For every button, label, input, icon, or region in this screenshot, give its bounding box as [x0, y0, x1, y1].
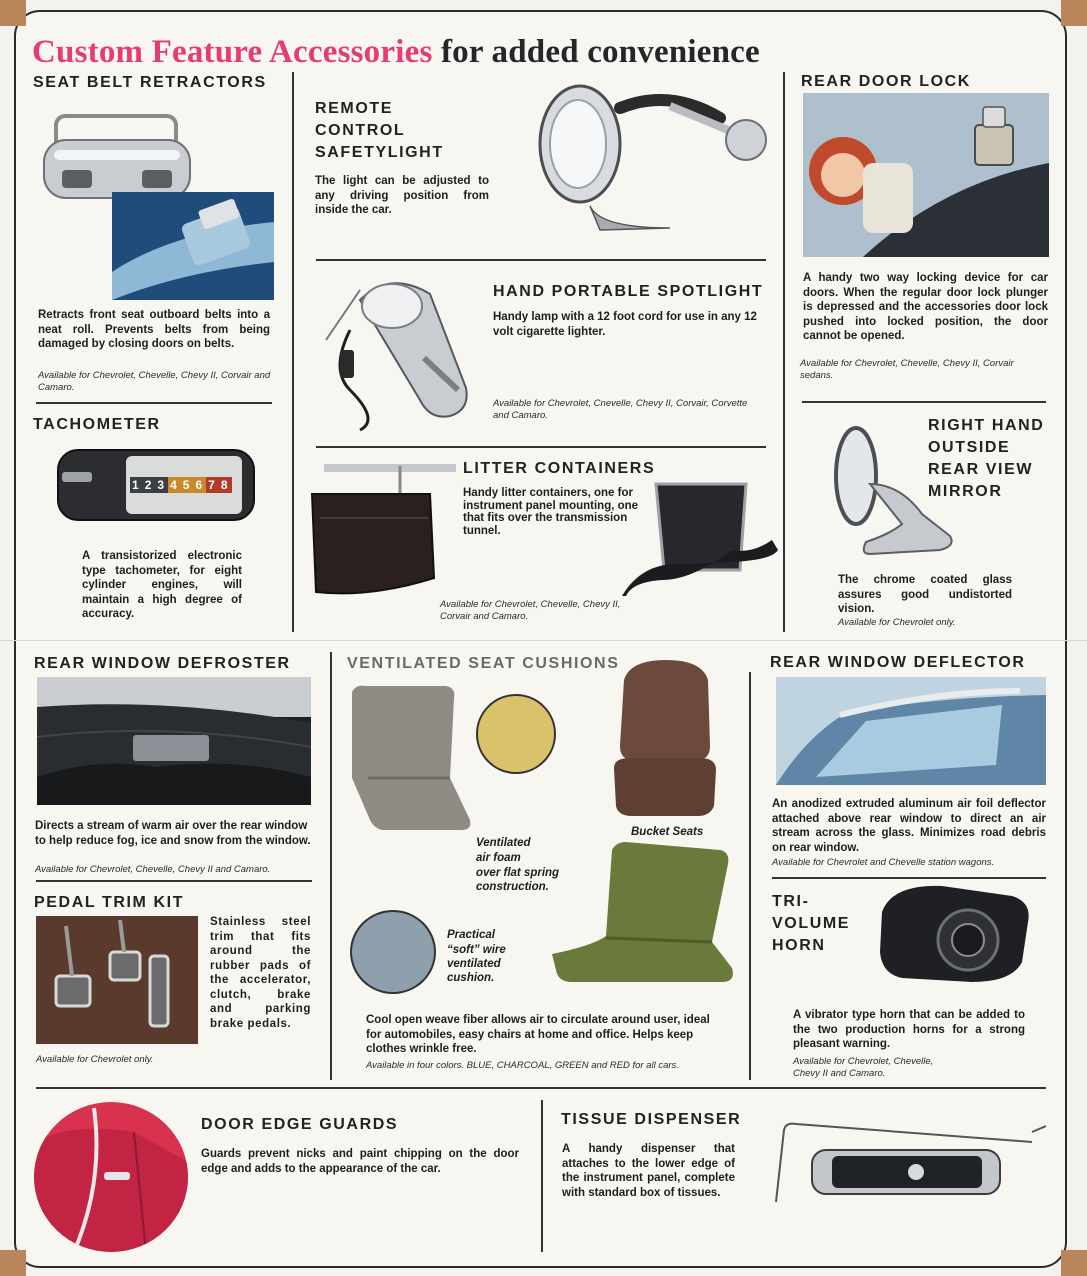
divider-h-deflector [772, 877, 1046, 879]
litter-body: Handy litter containers, one for instrument panel mounting, one that fits over the transmission tunnel. [463, 487, 639, 537]
horn-heading-1: TRI- [772, 893, 810, 910]
cushion-foam-detail-image [476, 694, 556, 774]
litter-bag-image [310, 458, 460, 600]
divider-h-spotlight [316, 446, 766, 448]
caption-foam-3: over flat spring [476, 867, 560, 879]
pedal-body: Stainless steel trim that fits around the rubber pads of the accelerator, clutch, brake and parking brake pedals. [210, 916, 311, 1030]
cushion-wire-detail-image [350, 910, 436, 994]
mirror-heading-2: OUTSIDE [928, 439, 1011, 456]
caption-bucket: Bucket Seats [631, 826, 704, 838]
deflector-availability: Available for Chevrolet and Chevelle station wagons. [772, 857, 995, 868]
rear-door-lock-availability: Available for Chevrolet, Chevelle, Chevy II, Corvair sedans. [800, 358, 1014, 381]
corner-tab-bottom-right [1061, 1250, 1087, 1276]
mirror-heading-1: RIGHT HAND [928, 417, 1045, 434]
caption-wire-1: Practical [447, 929, 495, 941]
caption-foam-2: air foam [476, 852, 521, 864]
deflector-body: An anodized extruded aluminum air foil deflector attached above rear window to direct an air stream across the glass. Minimizes road debris on rear window. [772, 798, 1046, 854]
litter-availability: Available for Chevrolet, Chevelle, Chevy II, Corvair and Camaro. [440, 599, 621, 622]
divider-v-bottom [541, 1100, 543, 1252]
tachometer-num: 4 [170, 478, 179, 492]
defroster-body: Directs a stream of warm air over the rear window to help reduce fog, ice and snow from the window. [35, 820, 311, 847]
divider-h-doorlock [802, 401, 1046, 403]
rear-door-lock-heading: REAR DOOR LOCK [801, 73, 971, 90]
cushion-green-image [552, 842, 736, 986]
horn-availability: Available for Chevrolet, Chevelle, Chevy II and Camaro. [793, 1056, 934, 1079]
tissue-heading: TISSUE DISPENSER [561, 1111, 742, 1128]
tachometer-num: 5 [182, 478, 192, 492]
safetylight-heading-2: CONTROL [315, 122, 406, 139]
spotlight-body: Handy lamp with a 12 foot cord for use in any 12 volt cigarette lighter. [493, 311, 757, 338]
divider-v-top-left [292, 72, 294, 632]
deflector-image [776, 677, 1046, 785]
horn-heading-3: HORN [772, 937, 826, 954]
cushion-gray-image [346, 682, 476, 832]
bucket-seat-image [610, 660, 720, 820]
rear-door-lock-image [803, 93, 1049, 257]
safetylight-heading-3: SAFETYLIGHT [315, 144, 444, 161]
door-edge-heading: DOOR EDGE GUARDS [201, 1116, 399, 1133]
spotlight-image [320, 270, 482, 440]
mirror-heading-4: MIRROR [928, 483, 1003, 500]
title-dark: for added convenience [440, 34, 760, 70]
pedal-heading: PEDAL TRIM KIT [34, 894, 185, 911]
corner-tab-bottom-left [0, 1250, 26, 1276]
safetylight-image [520, 78, 780, 238]
tissue-body: A handy dispenser that attaches to the lower edge of the instrument panel, complete with standard box of tissues. [562, 1143, 735, 1199]
tachometer-numbers [130, 478, 252, 500]
pedal-availability: Available for Chevrolet only. [36, 1054, 154, 1065]
caption-wire-2: “soft” wire [447, 944, 506, 956]
seat-belt-buckle-image [112, 192, 274, 300]
tachometer-num: 7 [208, 478, 217, 492]
door-edge-image [34, 1102, 188, 1252]
cushions-availability: Available in four colors. BLUE, CHARCOAL, GREEN and RED for all cars. [366, 1060, 679, 1071]
tachometer-body: A transistorized electronic type tachometer, for eight cylinder engines, will maintain a high degree of accuracy. [82, 550, 242, 620]
caption-foam-1: Ventilated [476, 837, 531, 849]
litter-heading: LITTER CONTAINERS [463, 460, 656, 477]
mirror-heading-3: REAR VIEW [928, 461, 1034, 478]
title-pink: Custom Feature Accessories [32, 34, 433, 70]
door-edge-body: Guards prevent nicks and paint chipping on the door edge and adds to the appearance of the car. [201, 1148, 519, 1175]
horn-image [872, 882, 1038, 986]
horn-body: A vibrator type horn that can be added to the two production horns for a strong pleasant warning. [793, 1009, 1025, 1050]
seat-belt-availability: Available for Chevrolet, Chevelle, Chevy II, Corvair and Camaro. [38, 370, 271, 393]
divider-v-top-right [783, 72, 785, 632]
safetylight-heading-1: REMOTE [315, 100, 394, 117]
defroster-heading: REAR WINDOW DEFROSTER [34, 655, 291, 672]
horn-heading-2: VOLUME [772, 915, 851, 932]
pedal-image [36, 916, 198, 1044]
tachometer-num: 6 [195, 478, 205, 492]
mirror-availability: Available for Chevrolet only. [838, 617, 956, 628]
deflector-heading: REAR WINDOW DEFLECTOR [770, 654, 1026, 671]
mirror-body: The chrome coated glass assures good undistorted vision. [838, 574, 1012, 615]
defroster-image [37, 677, 311, 805]
divider-v-mid-left [330, 652, 332, 1080]
cushions-heading: VENTILATED SEAT CUSHIONS [347, 655, 620, 672]
tachometer-num: 3 [157, 478, 167, 492]
divider-h-defroster [36, 880, 312, 882]
seat-belt-body: Retracts front seat outboard belts into a neat roll. Prevents belts from being damaged by closing doors on belts. [38, 309, 270, 350]
divider-h-seatbelt [36, 402, 272, 404]
seat-belt-heading: SEAT BELT RETRACTORS [33, 74, 267, 91]
divider-h-safetylight [316, 259, 766, 261]
caption-wire-3: ventilated [447, 958, 501, 970]
caption-foam-4: construction. [476, 881, 549, 893]
tachometer-num: 1 [132, 478, 141, 492]
tachometer-heading: TACHOMETER [33, 416, 161, 433]
corner-tab-top-left [0, 0, 26, 26]
litter-container-image [622, 470, 780, 606]
spotlight-heading: HAND PORTABLE SPOTLIGHT [493, 283, 764, 300]
page-title [32, 34, 760, 71]
rear-door-lock-body: A handy two way locking device for car doors. When the regular door lock plunger is depressed and the accessories door lock pushed into locked position, the door cannot be opened. [803, 272, 1048, 342]
tachometer-num: 8 [220, 478, 230, 492]
safetylight-body: The light can be adjusted to any driving position from inside the car. [315, 175, 489, 216]
tissue-dispenser-image [752, 1112, 1046, 1204]
spotlight-availability: Available for Chevrolet, Cnevelle, Chevy II, Corvair, Corvette and Camaro. [493, 398, 748, 421]
divider-v-mid-right [749, 672, 751, 1080]
caption-wire-4: cushion. [447, 972, 495, 984]
tachometer-num: 2 [144, 478, 154, 492]
divider-h-bottom [36, 1087, 1046, 1089]
cushions-body: Cool open weave fiber allows air to circulate around user, ideal for automobiles, easy chairs at home and office. Helps keep clothes wrinkle free. [366, 1014, 710, 1055]
corner-tab-top-right [1061, 0, 1087, 26]
page-fold [0, 640, 1087, 641]
defroster-availability: Available for Chevrolet, Chevelle, Chevy II and Camaro. [35, 864, 271, 875]
